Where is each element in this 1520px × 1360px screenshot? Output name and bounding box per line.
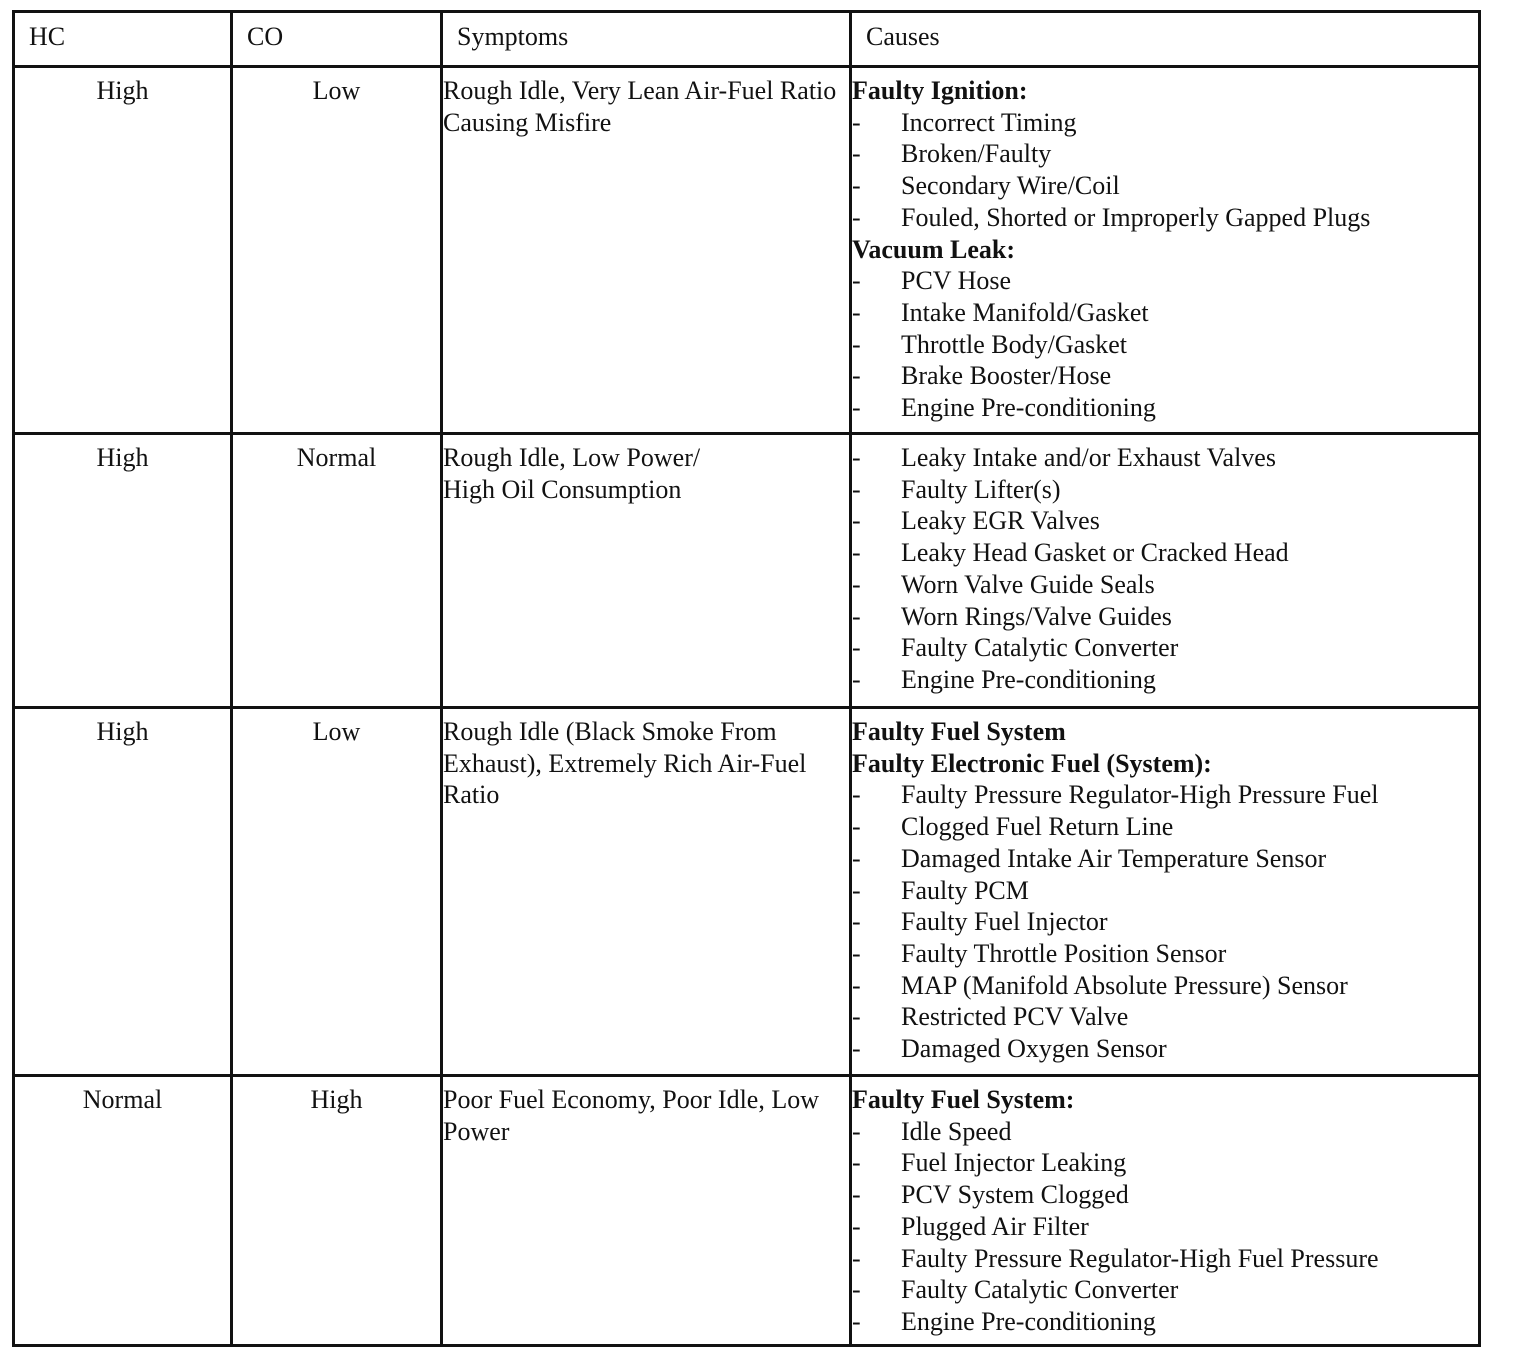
dash-bullet-icon: - bbox=[852, 907, 861, 937]
dash-bullet-icon: - bbox=[852, 601, 861, 631]
cause-item-text: Intake Manifold/Gasket bbox=[901, 297, 1149, 327]
cause-item-text: Incorrect Timing bbox=[901, 107, 1077, 137]
cause-item bbox=[852, 1243, 1478, 1275]
co-cell: Low bbox=[232, 67, 442, 434]
dash-bullet-icon: - bbox=[852, 1034, 861, 1064]
cause-item bbox=[852, 875, 1478, 907]
cause-item-text: Leaky Intake and/or Exhaust Valves bbox=[901, 443, 1276, 472]
cause-item-text: Damaged Intake Air Temperature Sensor bbox=[901, 843, 1327, 873]
table-row bbox=[14, 434, 1480, 708]
dash-bullet-icon: - bbox=[852, 107, 861, 137]
cause-item-text: Faulty Pressure Regulator-High Pressure Fuel bbox=[901, 780, 1379, 810]
cause-heading: Vacuum Leak: bbox=[852, 234, 1016, 264]
cause-item-text: Worn Valve Guide Seals bbox=[901, 569, 1155, 599]
causes-cell bbox=[851, 434, 1480, 708]
dash-bullet-icon: - bbox=[852, 474, 861, 504]
cause-item-text: Idle Speed bbox=[901, 1116, 1012, 1146]
cause-item-text: Faulty Catalytic Converter bbox=[901, 633, 1179, 663]
symptoms-cell: Rough Idle, Low Power/ High Oil Consumption bbox=[442, 434, 851, 708]
cause-item-text: PCV System Clogged bbox=[901, 1180, 1129, 1210]
dash-bullet-icon: - bbox=[852, 1243, 861, 1273]
cause-item bbox=[852, 1211, 1478, 1243]
cause-item-text: Engine Pre-conditioning bbox=[901, 393, 1156, 423]
cause-item bbox=[852, 360, 1478, 392]
hc-cell: High bbox=[14, 67, 232, 434]
header-row bbox=[14, 12, 1480, 67]
cause-item-text: PCV Hose bbox=[901, 266, 1012, 296]
cause-item-text: MAP (Manifold Absolute Pressure) Sensor bbox=[901, 970, 1348, 1000]
cause-item-text: Throttle Body/Gasket bbox=[901, 329, 1128, 359]
cause-item bbox=[852, 474, 1478, 506]
dash-bullet-icon: - bbox=[852, 1148, 861, 1178]
header-causes: Causes bbox=[851, 12, 1480, 67]
dash-bullet-icon: - bbox=[852, 1116, 861, 1146]
cause-heading: Faulty Ignition: bbox=[852, 76, 1028, 105]
table-row bbox=[14, 708, 1480, 1076]
cause-item bbox=[852, 1179, 1478, 1211]
cause-item-text: Broken/Faulty bbox=[901, 139, 1052, 169]
cause-item bbox=[852, 170, 1478, 202]
cause-item bbox=[852, 442, 1478, 474]
symptoms-cell: Poor Fuel Economy, Poor Idle, Low Power bbox=[442, 1076, 851, 1346]
cause-item-text: Leaky Head Gasket or Cracked Head bbox=[901, 538, 1289, 568]
dash-bullet-icon: - bbox=[852, 875, 861, 905]
cause-item bbox=[852, 843, 1478, 875]
dash-bullet-icon: - bbox=[852, 1211, 861, 1241]
dash-bullet-icon: - bbox=[852, 443, 861, 472]
cause-item-text: Plugged Air Filter bbox=[901, 1211, 1089, 1241]
cause-item-text: Leaky EGR Valves bbox=[901, 506, 1100, 536]
co-cell: Low bbox=[232, 708, 442, 1076]
cause-item bbox=[852, 632, 1478, 664]
causes-cell bbox=[851, 708, 1480, 1076]
dash-bullet-icon: - bbox=[852, 970, 861, 1000]
cause-item bbox=[852, 392, 1478, 424]
cause-item bbox=[852, 569, 1478, 601]
table-row bbox=[14, 1076, 1480, 1346]
cause-item-text: Faulty Lifter(s) bbox=[901, 474, 1061, 504]
cause-item bbox=[852, 601, 1478, 633]
header-co: CO bbox=[232, 12, 442, 67]
cause-item-text: Faulty Pressure Regulator-High Fuel Pressure bbox=[901, 1243, 1379, 1273]
cause-item-text: Faulty Catalytic Converter bbox=[901, 1275, 1179, 1305]
dash-bullet-icon: - bbox=[852, 171, 861, 201]
cause-item bbox=[852, 779, 1478, 811]
hc-cell: High bbox=[14, 708, 232, 1076]
cause-heading: Faulty Fuel System bbox=[852, 717, 1066, 746]
cause-item-text: Fuel Injector Leaking bbox=[901, 1148, 1127, 1178]
header-symptoms: Symptoms bbox=[442, 12, 851, 67]
hc-cell: High bbox=[14, 434, 232, 708]
cause-item bbox=[852, 505, 1478, 537]
dash-bullet-icon: - bbox=[852, 393, 861, 423]
causes-cell bbox=[851, 1076, 1480, 1346]
cause-item bbox=[852, 265, 1478, 297]
cause-item bbox=[852, 297, 1478, 329]
cause-item bbox=[852, 1306, 1478, 1338]
cause-item bbox=[852, 1001, 1478, 1033]
cause-item bbox=[852, 970, 1478, 1002]
dash-bullet-icon: - bbox=[852, 361, 861, 391]
hc-cell: Normal bbox=[14, 1076, 232, 1346]
cause-item bbox=[852, 906, 1478, 938]
dash-bullet-icon: - bbox=[852, 812, 861, 842]
diagnosis-table bbox=[12, 10, 1481, 1347]
cause-heading: Faulty Electronic Fuel (System): bbox=[852, 748, 1212, 778]
cause-item-text: Fouled, Shorted or Improperly Gapped Plugs bbox=[901, 202, 1371, 232]
dash-bullet-icon: - bbox=[852, 329, 861, 359]
cause-item bbox=[852, 107, 1478, 139]
cause-item bbox=[852, 1033, 1478, 1065]
co-cell: High bbox=[232, 1076, 442, 1346]
causes-cell bbox=[851, 67, 1480, 434]
cause-item bbox=[852, 329, 1478, 361]
cause-item bbox=[852, 138, 1478, 170]
cause-item-text: Engine Pre-conditioning bbox=[901, 664, 1156, 694]
cause-item bbox=[852, 811, 1478, 843]
header-hc: HC bbox=[14, 12, 232, 67]
cause-heading: Faulty Fuel System: bbox=[852, 1085, 1075, 1114]
dash-bullet-icon: - bbox=[852, 1275, 861, 1305]
dash-bullet-icon: - bbox=[852, 569, 861, 599]
dash-bullet-icon: - bbox=[852, 202, 861, 232]
cause-item bbox=[852, 938, 1478, 970]
cause-item-text: Restricted PCV Valve bbox=[901, 1002, 1129, 1032]
cause-item-text: Worn Rings/Valve Guides bbox=[901, 601, 1172, 631]
cause-item bbox=[852, 537, 1478, 569]
dash-bullet-icon: - bbox=[852, 266, 861, 296]
dash-bullet-icon: - bbox=[852, 506, 861, 536]
dash-bullet-icon: - bbox=[852, 633, 861, 663]
cause-item bbox=[852, 1147, 1478, 1179]
dash-bullet-icon: - bbox=[852, 938, 861, 968]
cause-item-text: Faulty PCM bbox=[901, 875, 1029, 905]
co-cell: Normal bbox=[232, 434, 442, 708]
cause-item-text: Brake Booster/Hose bbox=[901, 361, 1112, 391]
cause-item bbox=[852, 1274, 1478, 1306]
dash-bullet-icon: - bbox=[852, 1002, 861, 1032]
cause-item bbox=[852, 664, 1478, 696]
cause-item bbox=[852, 1116, 1478, 1148]
dash-bullet-icon: - bbox=[852, 297, 861, 327]
cause-item-text: Faulty Throttle Position Sensor bbox=[901, 938, 1227, 968]
dash-bullet-icon: - bbox=[852, 664, 861, 694]
dash-bullet-icon: - bbox=[852, 139, 861, 169]
cause-item-text: Faulty Fuel Injector bbox=[901, 907, 1108, 937]
cause-item-text: Secondary Wire/Coil bbox=[901, 171, 1120, 201]
cause-item-text: Clogged Fuel Return Line bbox=[901, 812, 1174, 842]
cause-item bbox=[852, 202, 1478, 234]
symptoms-cell: Rough Idle (Black Smoke From Exhaust), Extremely Rich Air-Fuel Ratio bbox=[442, 708, 851, 1076]
dash-bullet-icon: - bbox=[852, 1306, 861, 1336]
cause-item-text: Damaged Oxygen Sensor bbox=[901, 1034, 1167, 1064]
cause-item-text: Engine Pre-conditioning bbox=[901, 1306, 1156, 1336]
dash-bullet-icon: - bbox=[852, 843, 861, 873]
dash-bullet-icon: - bbox=[852, 1180, 861, 1210]
dash-bullet-icon: - bbox=[852, 780, 861, 810]
dash-bullet-icon: - bbox=[852, 538, 861, 568]
table-row bbox=[14, 67, 1480, 434]
symptoms-cell: Rough Idle, Very Lean Air-Fuel Ratio Causing Misfire bbox=[442, 67, 851, 434]
